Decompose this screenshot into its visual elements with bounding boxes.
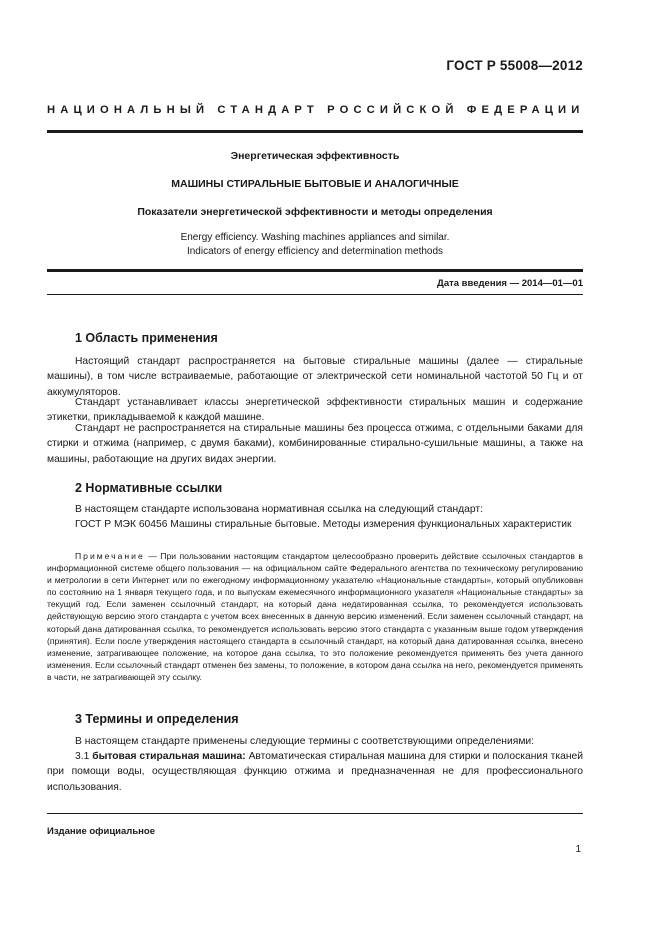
term-name: бытовая стиральная машина:: [92, 751, 246, 762]
title-line-3: Показатели энергетической эффективности и методы определения: [137, 206, 493, 218]
top-rule: [47, 130, 583, 133]
english-title-line-2: Indicators of energy efficiency and determination methods: [186, 246, 444, 257]
title-rule: [47, 269, 583, 272]
date-rule: [47, 294, 583, 295]
note-label: Примечание: [75, 551, 145, 561]
section-1-heading: 1 Область применения: [75, 331, 218, 345]
term-definition: [47, 749, 583, 795]
page-number: 1: [575, 844, 581, 855]
introduction-date: Дата введения — 2014—01—01: [437, 278, 583, 289]
note-text: — При пользовании настоящим стандартом целесообразно проверить действие ссылочных стандартов в информационной системе общего пользования — на официальном сайте Федерального агентства по техническому регулированию и метрологии в сети Интернет или по ежегодному информационному указателю «Национальные стандарты», который опубликован по состоянию на 1 января текущего года, и по выпускам ежемесячного информационного указателя «Национальные стандарты» за текущий год. Если заменен ссылочный стандарт, на который дана недатированная ссылка, то рекомендуется использовать действующую версию этого стандарта с учетом всех внесенных в данную версию изменений. Если заменен ссылочный стандарт, на который дана датированная ссылка, то рекомендуется использовать версию этого стандарта с указанным выше годом утверждения (принятия). Если после утверждения настоящего стандарта в ссылочный стандарт, на который дана датированная ссылка, внесено изменение, затрагивающее положение, на которое дана ссылка, то это положение рекомендуется применять без учета данного изменения. Если ссылочный стандарт отменен без замены, то положение, в котором дана ссылка на него, рекомендуется применять в части, не затрагивающей эту ссылку.: [47, 551, 583, 682]
term-text: Автоматическая стиральная машина для стирки и полоскания тканей при помощи воды, осуществляющая функцию отжима и предназначенная не для профессионального использования.: [47, 751, 583, 793]
section-2-paragraph-1: В настоящем стандарте использована нормативная ссылка на следующий стандарт:: [75, 504, 483, 515]
term-number: 3.1: [75, 751, 93, 762]
edition-label: Издание официальное: [47, 826, 155, 837]
section-3-heading: 3 Термины и определения: [75, 712, 239, 726]
english-title-line-1: Energy efficiency. Washing machines appliances and similar.: [180, 232, 450, 243]
title-line-2: МАШИНЫ СТИРАЛЬНЫЕ БЫТОВЫЕ И АНАЛОГИЧНЫЕ: [171, 178, 459, 190]
footer-rule: [47, 813, 583, 814]
national-standard-banner: НАЦИОНАЛЬНЫЙ СТАНДАРТ РОССИЙСКОЙ ФЕДЕРАЦИИ: [47, 104, 585, 116]
section-1-paragraph-2: Стандарт устанавливает классы энергетической эффективности стиральных машин и содержание этикетки, прикладываемой к каждой машине.: [47, 397, 583, 424]
english-title: [47, 231, 583, 259]
document-code: ГОСТ Р 55008—2012: [446, 58, 583, 73]
normative-note: [47, 550, 583, 683]
section-3-paragraph-1: В настоящем стандарте применены следующие термины с соответствующими определениями:: [75, 736, 535, 747]
section-1-paragraph-1: Настоящий стандарт распространяется на бытовые стиральные машины (далее — стиральные машины), в том числе встраиваемые, работающие от электрической сети номинальной частотой 50 Гц и от аккумуляторов.: [47, 356, 583, 398]
title-line-1: Энергетическая эффективность: [230, 150, 400, 162]
section-1-paragraph-3: Стандарт не распространяется на стиральные машины без процесса отжима, с отдельными баками для стирки и отжима (например, с двумя баками), комбинированные стирально-сушильные машины, а также на машины, работающие на других видах энергии.: [47, 423, 583, 465]
section-2-heading: 2 Нормативные ссылки: [75, 481, 223, 495]
section-2-reference: ГОСТ Р МЭК 60456 Машины стиральные бытовые. Методы измерения функциональных характеристик: [75, 519, 572, 530]
